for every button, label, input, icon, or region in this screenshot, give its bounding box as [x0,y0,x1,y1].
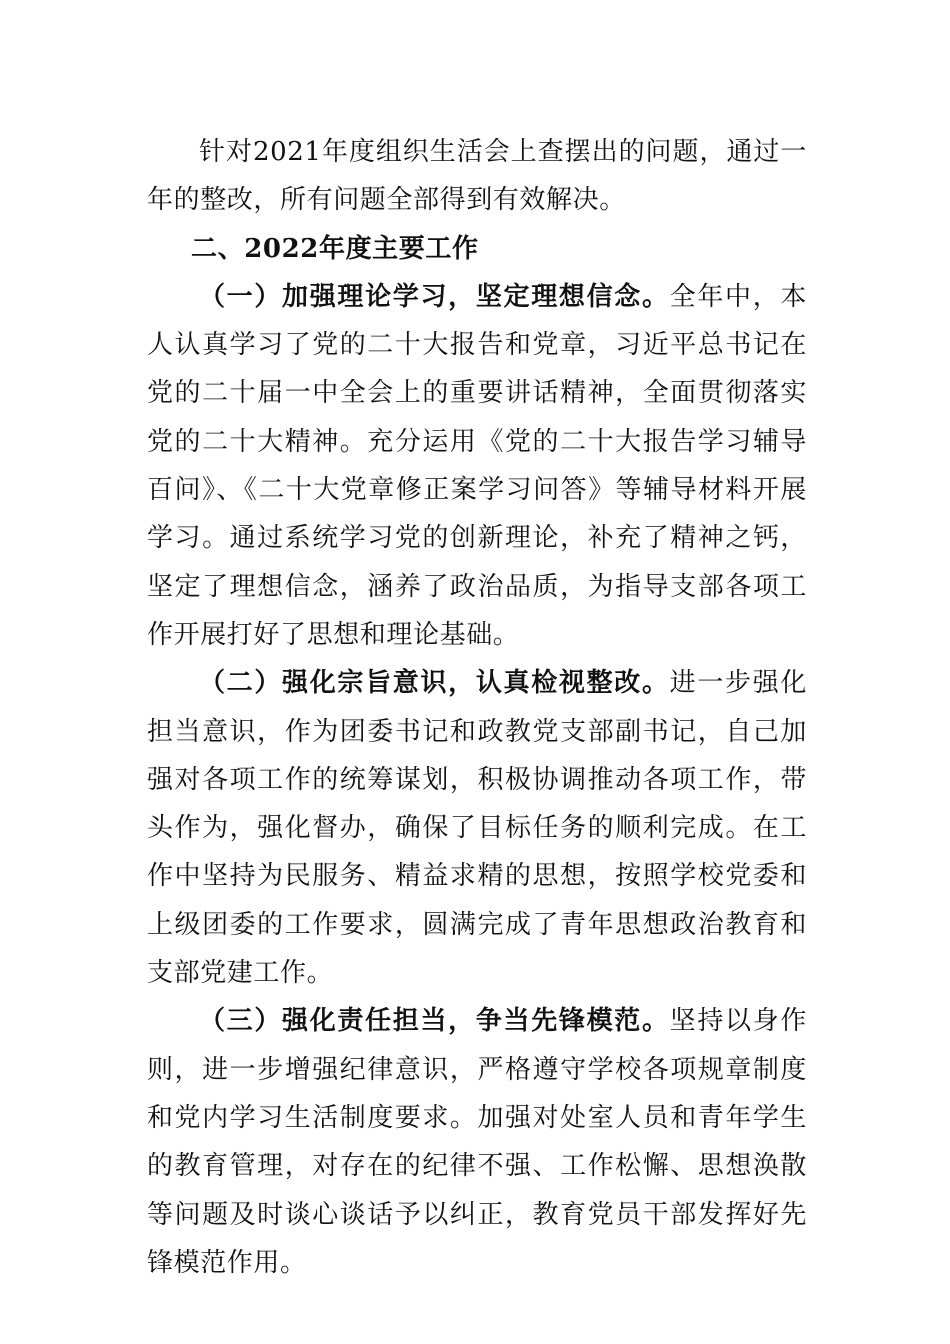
item-paragraph-1 [147,273,807,659]
item-body-1: 全年中，本人认真学习了党的二十大报告和党章，习近平总书记在党的二十届一中全会上的重要讲话精神，全面贯彻落实党的二十大精神。充分运用《党的二十大报告学习辅导百问》、《二十大党章修正案学习问答》等辅导材料开展学习。通过系统学习党的创新理论，补充了精神之钙，坚定了理想信念，涵养了政治品质，为指导支部各项工作开展打好了思想和理论基础。 [147,281,807,650]
item-paragraph-3 [147,997,807,1287]
item-paragraph-2 [147,659,807,997]
item-lead-2: （二）强化宗旨意识，认真检视整改。 [199,668,670,699]
document-page [147,128,807,1287]
section-heading: 二、2022年度主要工作 [191,233,479,264]
intro-paragraph: 针对2021年度组织生活会上查摆出的问题，通过一年的整改，所有问题全部得到有效解决。 [147,137,807,216]
item-lead-1: （一）加强理论学习，坚定理想信念。 [199,281,670,312]
item-body-3: 坚持以身作则，进一步增强纪律意识，严格遵守学校各项规章制度和党内学习生活制度要求。加强对处室人员和青年学生的教育管理，对存在的纪律不强、工作松懈、思想涣散等问题及时谈心谈话予以纠正，教育党员干部发挥好先锋模范作用。 [147,1006,807,1278]
item-body-2: 进一步强化担当意识，作为团委书记和政教党支部副书记，自己加强对各项工作的统筹谋划，积极协调推动各项工作，带头作为，强化督办，确保了目标任务的顺利完成。在工作中坚持为民服务、精益求精的思想，按照学校党委和上级团委的工作要求，圆满完成了青年思想政治教育和支部党建工作。 [147,668,807,989]
item-lead-3: （三）强化责任担当，争当先锋模范。 [199,1006,670,1037]
